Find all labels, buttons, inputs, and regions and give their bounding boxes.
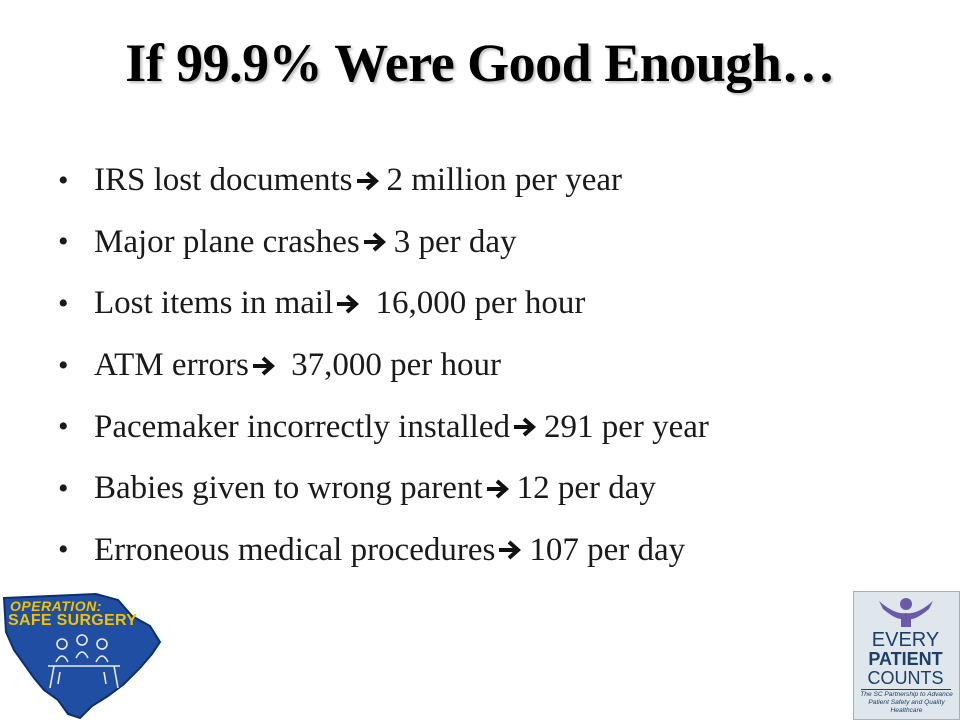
item-value: 107 per day	[529, 531, 686, 568]
item-value: 16,000 per hour	[367, 285, 586, 322]
list-item	[58, 335, 709, 397]
logo-counts: COUNTS	[867, 668, 944, 688]
arrow-right-icon	[355, 170, 381, 192]
item-label: Lost items in mail	[94, 285, 334, 322]
item-value: 2 million per year	[386, 162, 623, 199]
item-value: 12 per day	[516, 470, 656, 507]
bullet-dot: •	[58, 471, 69, 505]
item-label: Babies given to wrong parent	[94, 470, 483, 507]
item-value: 37,000 per hour	[282, 347, 502, 384]
list-item	[58, 458, 709, 520]
person-figure-icon	[877, 597, 935, 627]
arrow-right-icon	[251, 355, 277, 377]
item-label: Pacemaker incorrectly installed	[94, 408, 510, 445]
list-item	[58, 212, 709, 274]
item-label: Erroneous medical procedures	[94, 531, 496, 568]
arrow-right-icon	[485, 478, 511, 500]
list-item	[58, 520, 709, 582]
logo-patient: PATIENT	[868, 649, 943, 669]
list-item	[58, 150, 709, 212]
item-label: Major plane crashes	[94, 223, 360, 260]
bullet-dot: •	[58, 163, 69, 197]
arrow-right-icon	[512, 416, 538, 438]
logo-line1: OPERATION:	[10, 598, 102, 614]
item-label: ATM errors	[94, 347, 249, 384]
arrow-right-icon	[335, 293, 361, 315]
list-item	[58, 273, 709, 335]
slide-title: If 99.9% Were Good Enough…	[125, 33, 835, 93]
item-value: 291 per year	[543, 408, 709, 445]
bullet-dot: •	[58, 286, 69, 320]
bullet-list	[58, 150, 709, 581]
bullet-dot: •	[58, 225, 69, 259]
item-label: IRS lost documents	[94, 162, 353, 199]
bullet-dot: •	[58, 348, 69, 382]
arrow-right-icon	[362, 231, 388, 253]
logo-every: EVERY	[871, 629, 940, 651]
every-patient-counts-logo	[853, 591, 960, 720]
bullet-dot: •	[58, 410, 69, 444]
logo-divider	[861, 689, 951, 690]
operation-safe-surgery-logo	[0, 592, 168, 720]
arrow-right-icon	[497, 539, 523, 561]
logo-tagline: The SC Partnership to Advance Patient Safety and Quality Healthcare	[860, 691, 953, 714]
logo-line2: SAFE SURGERY	[8, 612, 138, 629]
bullet-dot: •	[58, 533, 69, 567]
item-value: 3 per day	[393, 223, 517, 260]
list-item	[58, 396, 709, 458]
